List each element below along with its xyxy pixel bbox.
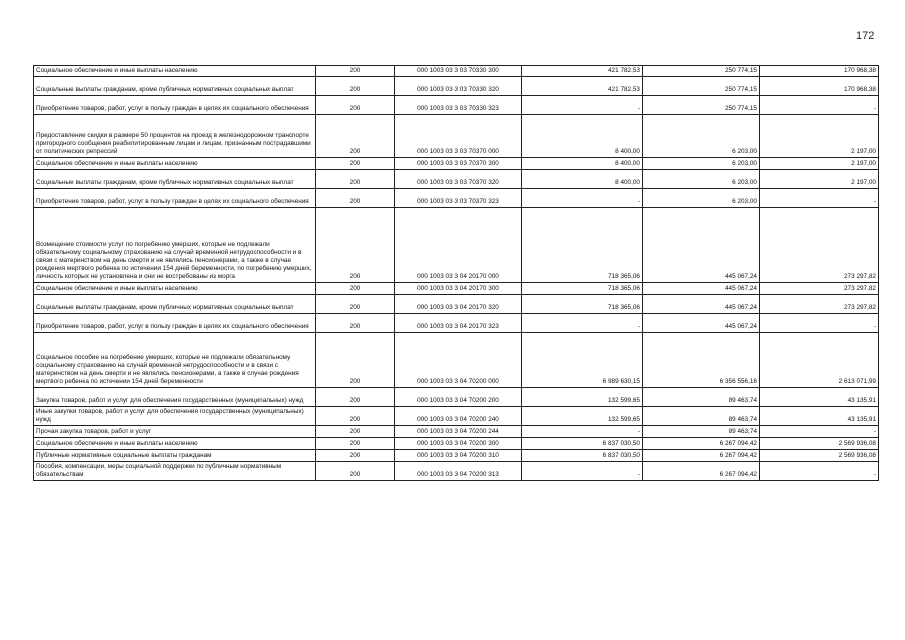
row-value2-cell: 6 267 094,42 [643, 462, 760, 481]
table-row [34, 462, 879, 481]
row-value1-cell: 718 365,06 [522, 208, 643, 283]
row-kbk-cell: 000 1003 03 3 04 20170 323 [395, 314, 522, 333]
row-code-cell: 200 [316, 96, 395, 115]
table-row [34, 388, 879, 407]
row-value3-cell: - [760, 462, 879, 481]
row-value1-cell: - [522, 314, 643, 333]
row-code-cell: 200 [316, 295, 395, 314]
row-value1-cell: 8 400,00 [522, 170, 643, 189]
row-value1-cell: - [522, 96, 643, 115]
row-value3-cell: 170 968,38 [760, 66, 879, 77]
row-name-cell: Социальное обеспечение и иные выплаты населению [34, 438, 316, 450]
row-kbk-cell: 000 1003 03 3 04 70200 300 [395, 438, 522, 450]
row-value2-cell: 6 267 094,42 [643, 438, 760, 450]
row-value2-cell: 250 774,15 [643, 77, 760, 96]
row-name-cell: Социальные выплаты гражданам, кроме публичных нормативных социальных выплат [34, 77, 316, 96]
row-kbk-cell: 000 1003 03 3 03 70330 323 [395, 96, 522, 115]
row-value1-cell: 8 400,00 [522, 115, 643, 158]
row-value1-cell: 132 599,65 [522, 388, 643, 407]
row-value2-cell: 6 203,00 [643, 170, 760, 189]
table-row [34, 208, 879, 283]
row-code-cell: 200 [316, 283, 395, 295]
row-name-cell: Приобретение товаров, работ, услуг в пользу граждан в целях их социального обеспечения [34, 189, 316, 208]
table-row [34, 115, 879, 158]
row-value3-cell: - [760, 96, 879, 115]
row-code-cell: 200 [316, 314, 395, 333]
row-value2-cell: 250 774,15 [643, 96, 760, 115]
row-code-cell: 200 [316, 388, 395, 407]
row-name-cell: Публичные нормативные социальные выплаты гражданам [34, 450, 316, 462]
row-value2-cell: 6 203,00 [643, 158, 760, 170]
row-value2-cell: 250 774,15 [643, 66, 760, 77]
row-value2-cell: 6 356 556,16 [643, 333, 760, 388]
row-value3-cell: 273 297,82 [760, 283, 879, 295]
row-name-cell: Социальное пособие на погребение умерших, которые не подлежали обязательному социальному страхованию на случай временной нетрудоспособности и в связи с материнством на день смерти и не являлись пенсионерами, а также в случае рождения мертвого ребенка по истечении 154 дней беременности [34, 333, 316, 388]
row-value3-cell: 2 613 071,99 [760, 333, 879, 388]
row-value3-cell: 273 297,82 [760, 208, 879, 283]
table-row [34, 407, 879, 426]
row-code-cell: 200 [316, 426, 395, 438]
row-name-cell: Социальные выплаты гражданам, кроме публичных нормативных социальных выплат [34, 170, 316, 189]
row-value2-cell: 445 067,24 [643, 208, 760, 283]
row-value1-cell: 6 837 030,50 [522, 438, 643, 450]
table-row [34, 295, 879, 314]
row-value3-cell: - [760, 426, 879, 438]
budget-table-body [34, 66, 879, 481]
table-row [34, 333, 879, 388]
row-kbk-cell: 000 1003 03 3 03 70370 000 [395, 115, 522, 158]
row-name-cell: Возмещение стоимости услуг по погребению умерших, которые не подлежали обязательному социальному страхованию на случай временной нетрудоспособности и в связи с материнством на день смерти и не являлись пенсионерами, а также в случае рождения мертвого ребенка по истечении 154 дней беременности, по погребению умерших, личность которых не установлена и они не востребованы из морга [34, 208, 316, 283]
row-value2-cell: 445 067,24 [643, 283, 760, 295]
table-row [34, 66, 879, 77]
table-row [34, 170, 879, 189]
row-value1-cell: - [522, 462, 643, 481]
row-name-cell: Социальное обеспечение и иные выплаты населению [34, 283, 316, 295]
row-name-cell: Социальное обеспечение и иные выплаты населению [34, 158, 316, 170]
row-code-cell: 200 [316, 115, 395, 158]
row-value1-cell: 421 782,53 [522, 66, 643, 77]
row-code-cell: 200 [316, 77, 395, 96]
row-name-cell: Предоставление скидки в размере 50 процентов на проезд в железнодорожном транспорте пригородного сообщения реабилитированным лицам и лицам, признанным пострадавшими от политических репрессий [34, 115, 316, 158]
row-value2-cell: 89 463,74 [643, 388, 760, 407]
table-row [34, 450, 879, 462]
table-row [34, 96, 879, 115]
row-kbk-cell: 000 1003 03 3 04 70200 200 [395, 388, 522, 407]
table-row [34, 438, 879, 450]
row-kbk-cell: 000 1003 03 3 03 70330 320 [395, 77, 522, 96]
row-name-cell: Приобретение товаров, работ, услуг в пользу граждан в целях их социального обеспечения [34, 96, 316, 115]
row-value2-cell: 6 203,00 [643, 189, 760, 208]
row-name-cell: Прочая закупка товаров, работ и услуг [34, 426, 316, 438]
row-value2-cell: 445 067,24 [643, 314, 760, 333]
row-kbk-cell: 000 1003 03 3 04 70200 310 [395, 450, 522, 462]
row-value3-cell: 170 968,38 [760, 77, 879, 96]
row-value3-cell: 43 135,91 [760, 388, 879, 407]
table-row [34, 189, 879, 208]
row-code-cell: 200 [316, 450, 395, 462]
row-value1-cell: - [522, 189, 643, 208]
row-kbk-cell: 000 1003 03 3 04 20170 300 [395, 283, 522, 295]
row-value3-cell: 2 197,00 [760, 115, 879, 158]
row-kbk-cell: 000 1003 03 3 04 70200 313 [395, 462, 522, 481]
row-value1-cell: 421 782,53 [522, 77, 643, 96]
row-value2-cell: 89 463,74 [643, 426, 760, 438]
row-value3-cell: 2 197,00 [760, 170, 879, 189]
row-value2-cell: 6 203,00 [643, 115, 760, 158]
row-name-cell: Иные закупки товаров, работ и услуг для обеспечения государственных (муниципальных) нужд [34, 407, 316, 426]
table-row [34, 158, 879, 170]
budget-table [33, 65, 879, 481]
row-value1-cell: 8 400,00 [522, 158, 643, 170]
row-kbk-cell: 000 1003 03 3 03 70370 323 [395, 189, 522, 208]
table-row [34, 77, 879, 96]
table-row [34, 426, 879, 438]
row-code-cell: 200 [316, 170, 395, 189]
table-row [34, 283, 879, 295]
row-kbk-cell: 000 1003 03 3 03 70370 300 [395, 158, 522, 170]
row-code-cell: 200 [316, 66, 395, 77]
row-code-cell: 200 [316, 158, 395, 170]
row-value1-cell: 132 599,65 [522, 407, 643, 426]
row-value3-cell: 273 297,82 [760, 295, 879, 314]
row-value2-cell: 445 067,24 [643, 295, 760, 314]
row-name-cell: Социальные выплаты гражданам, кроме публичных нормативных социальных выплат [34, 295, 316, 314]
row-code-cell: 200 [316, 407, 395, 426]
row-value2-cell: 89 463,74 [643, 407, 760, 426]
row-code-cell: 200 [316, 189, 395, 208]
row-kbk-cell: 000 1003 03 3 04 70200 240 [395, 407, 522, 426]
row-value1-cell: 6 837 030,50 [522, 450, 643, 462]
row-value1-cell: 718 365,06 [522, 295, 643, 314]
row-kbk-cell: 000 1003 03 3 03 70330 300 [395, 66, 522, 77]
row-kbk-cell: 000 1003 03 3 03 70370 320 [395, 170, 522, 189]
row-value3-cell: - [760, 189, 879, 208]
table-row [34, 314, 879, 333]
row-code-cell: 200 [316, 462, 395, 481]
row-name-cell: Социальное обеспечение и иные выплаты населению [34, 66, 316, 77]
row-name-cell: Закупка товаров, работ и услуг для обеспечения государственных (муниципальных) нужд [34, 388, 316, 407]
page-number: 172 [856, 30, 875, 42]
row-value1-cell: 6 989 630,15 [522, 333, 643, 388]
row-kbk-cell: 000 1003 03 3 04 20170 000 [395, 208, 522, 283]
row-kbk-cell: 000 1003 03 3 04 20170 320 [395, 295, 522, 314]
row-value3-cell: - [760, 314, 879, 333]
row-kbk-cell: 000 1003 03 3 04 70200 244 [395, 426, 522, 438]
row-code-cell: 200 [316, 438, 395, 450]
row-kbk-cell: 000 1003 03 3 04 70200 000 [395, 333, 522, 388]
row-value1-cell: - [522, 426, 643, 438]
row-value3-cell: 2 197,00 [760, 158, 879, 170]
row-value3-cell: 2 569 936,08 [760, 450, 879, 462]
row-value1-cell: 718 365,06 [522, 283, 643, 295]
row-value2-cell: 6 267 094,42 [643, 450, 760, 462]
row-value3-cell: 2 569 936,08 [760, 438, 879, 450]
row-code-cell: 200 [316, 208, 395, 283]
row-code-cell: 200 [316, 333, 395, 388]
row-name-cell: Приобретение товаров, работ, услуг в пользу граждан в целях их социального обеспечения [34, 314, 316, 333]
row-value3-cell: 43 135,91 [760, 407, 879, 426]
row-name-cell: Пособия, компенсации, меры социальной поддержки по публичным нормативным обязательствам [34, 462, 316, 481]
